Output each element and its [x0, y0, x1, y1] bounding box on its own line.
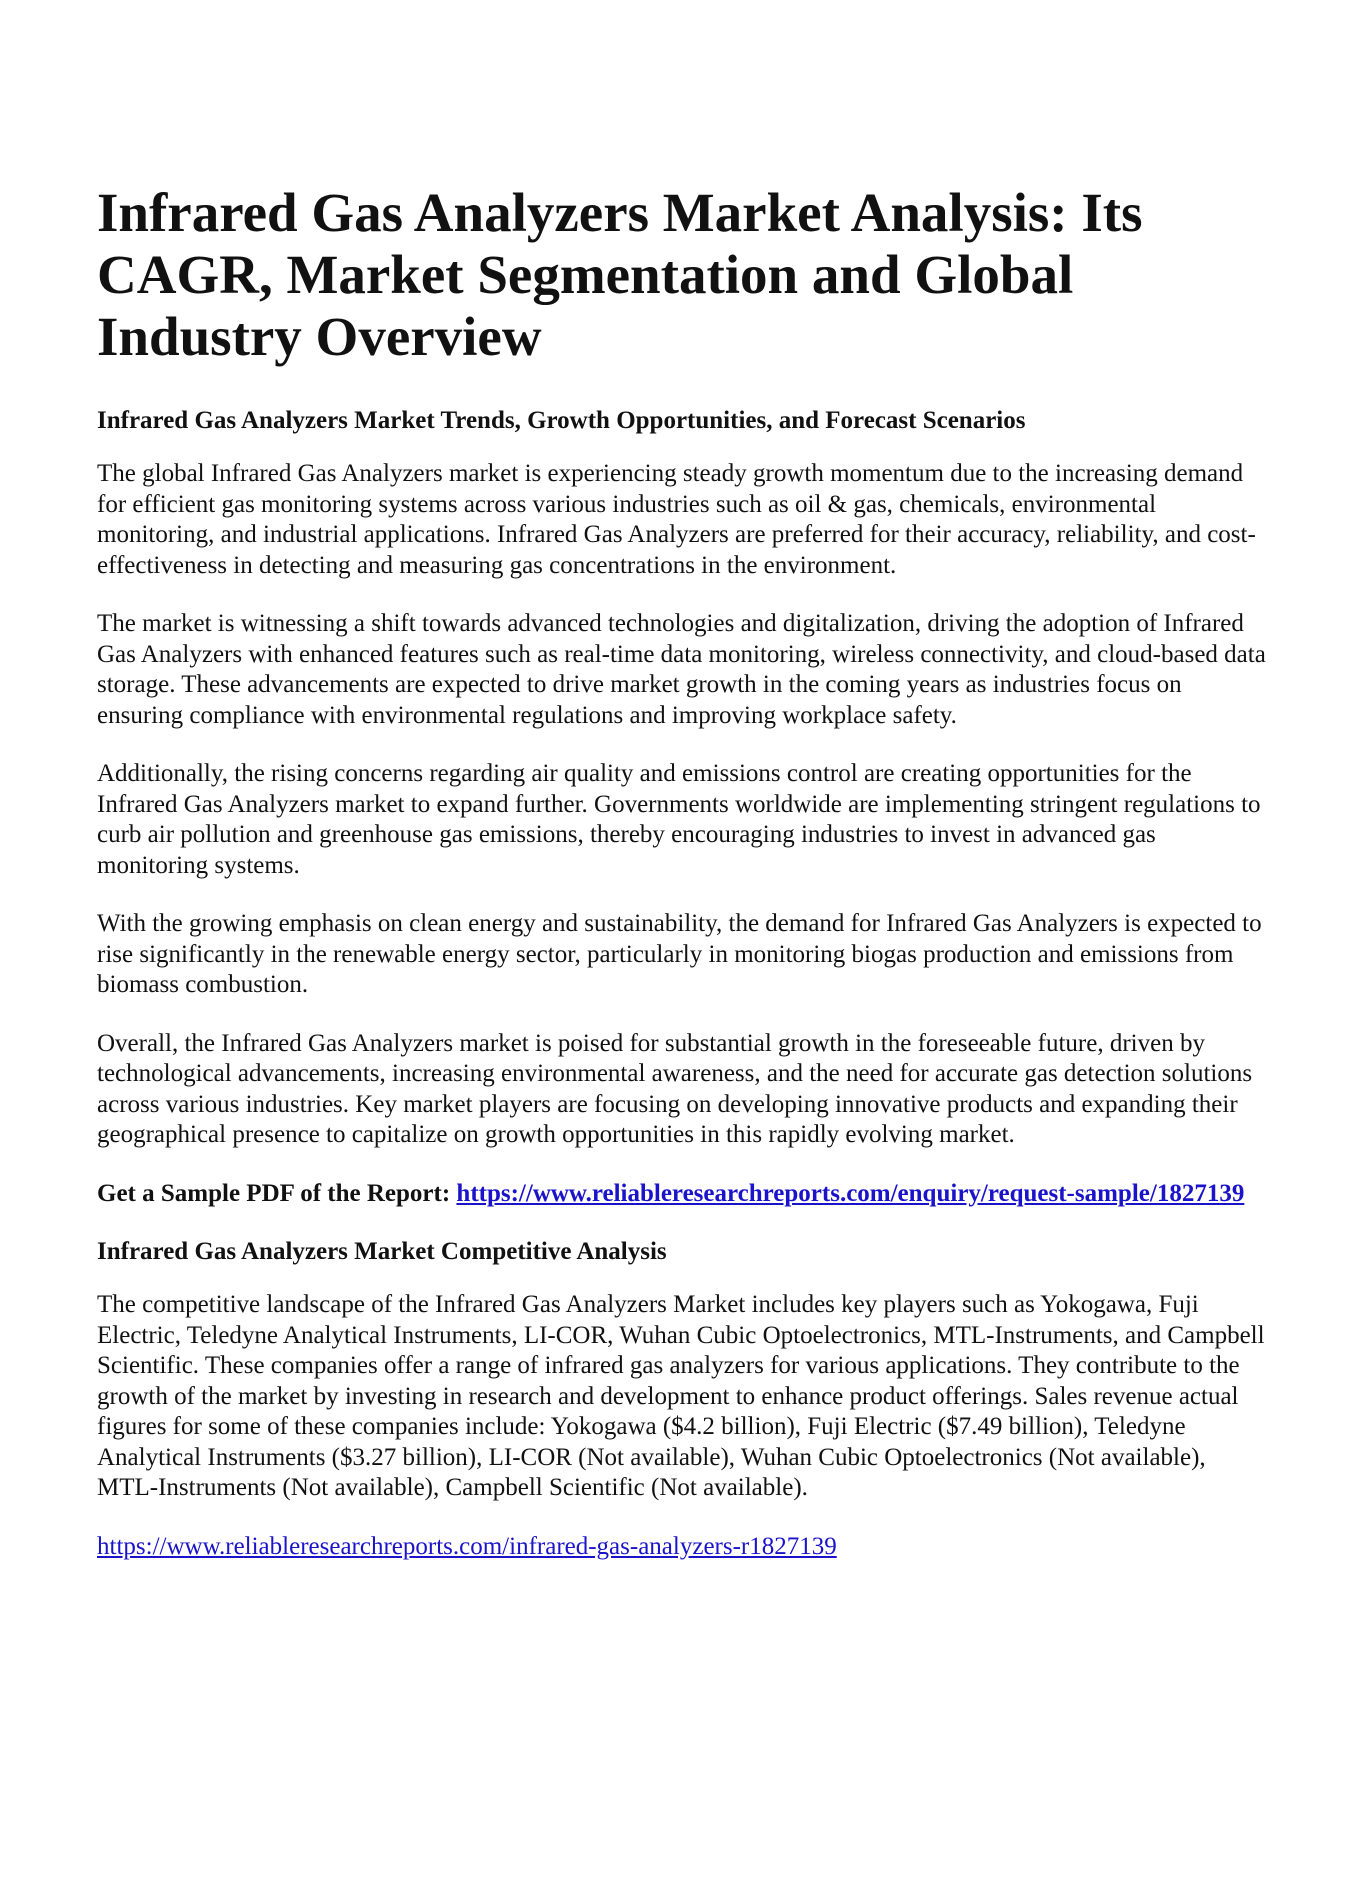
paragraph-trends-3: Additionally, the rising concerns regarding air quality and emissions control are creating opportunities for the Infrared Gas Analyzers market to expand further. Governments worldwide are implementing stringent regulations to curb air pollution and greenhouse gas emissions, thereby encouraging industries to invest in advanced gas monitoring systems. [97, 760, 1261, 879]
sample-pdf-label: Get a Sample PDF of the Report: [97, 1179, 457, 1207]
section-heading-competitive: Infrared Gas Analyzers Market Competitive Analysis [97, 1238, 667, 1265]
document-page [97, 182, 1267, 1590]
section-heading-trends: Infrared Gas Analyzers Market Trends, Growth Opportunities, and Forecast Scenarios [97, 407, 1026, 434]
sample-pdf-link[interactable]: https://www.reliableresearchreports.com/enquiry/request-sample/1827139 [456, 1179, 1245, 1207]
paragraph-trends-1: The global Infrared Gas Analyzers market is experiencing steady growth momentum due to the increasing demand for efficient gas monitoring systems across various industries such as oil & gas, chemicals, environmental monitoring, and industrial applications. Infrared Gas Analyzers are preferred for their accuracy, reliability, and cost-effectiveness in detecting and measuring gas concentrations in the environment. [97, 460, 1256, 579]
sample-pdf-callout [97, 1179, 1267, 1210]
paragraph-trends-2: The market is witnessing a shift towards advanced technologies and digitalization, driving the adoption of Infrared Gas Analyzers with enhanced features such as real-time data monitoring, wireless connectivity, and cloud-based data storage. These advancements are expected to drive market growth in the coming years as industries focus on ensuring compliance with environmental regulations and improving workplace safety. [97, 610, 1266, 729]
report-link-line [97, 1532, 1267, 1563]
paragraph-trends-4: With the growing emphasis on clean energy and sustainability, the demand for Infrared Gas Analyzers is expected to rise significantly in the renewable energy sector, particularly in monitoring biogas production and emissions from biomass combustion. [97, 910, 1262, 998]
paragraph-competitive-1: The competitive landscape of the Infrared Gas Analyzers Market includes key players such as Yokogawa, Fuji Electric, Teledyne Analytical Instruments, LI-COR, Wuhan Cubic Optoelectronics, MTL-Instruments, and Campbell Scientific. These companies offer a range of infrared gas analyzers for various applications. They contribute to the growth of the market by investing in research and development to enhance product offerings. Sales revenue actual figures for some of these companies include: Yokogawa ($4.2 billion), Fuji Electric ($7.49 billion), Teledyne Analytical Instruments ($3.27 billion), LI-COR (Not available), Wuhan Cubic Optoelectronics (Not available), MTL-Instruments (Not available), Campbell Scientific (Not available). [97, 1291, 1265, 1501]
report-link[interactable]: https://www.reliableresearchreports.com/infrared-gas-analyzers-r1827139 [97, 1532, 837, 1560]
page-title: Infrared Gas Analyzers Market Analysis: Its CAGR, Market Segmentation and Global Industry Overview [97, 182, 1143, 367]
paragraph-trends-5: Overall, the Infrared Gas Analyzers market is poised for substantial growth in the foreseeable future, driven by technological advancements, increasing environmental awareness, and the need for accurate gas detection solutions across various industries. Key market players are focusing on developing innovative products and expanding their geographical presence to capitalize on growth opportunities in this rapidly evolving market. [97, 1029, 1253, 1148]
